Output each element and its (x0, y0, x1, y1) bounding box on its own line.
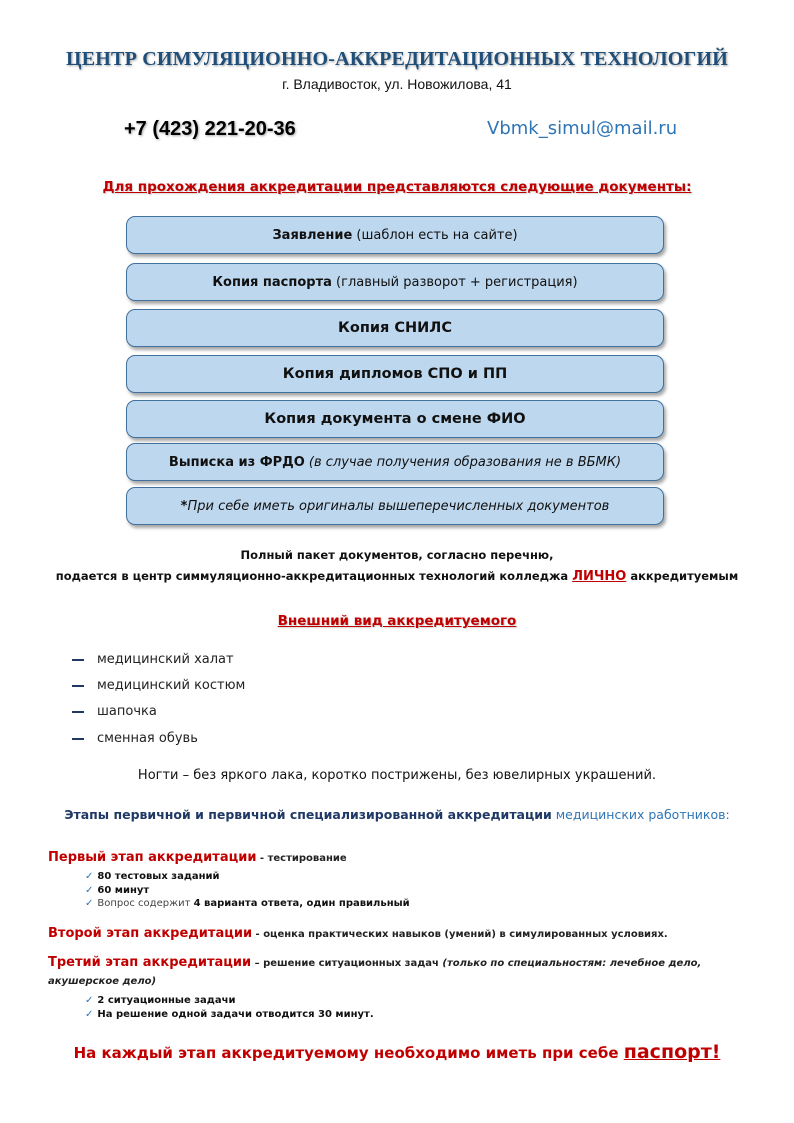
stage-third-item (85, 1009, 374, 1020)
stage-first (48, 850, 347, 865)
item-bold: 4 варианта ответа (193, 898, 300, 909)
address: г. Владивосток, ул. Новожилова, 41 (282, 76, 512, 92)
stage-desc: – решение ситуационных задач (251, 958, 443, 969)
dash-icon (72, 738, 84, 740)
doc-item-passport (126, 263, 664, 301)
phone-number: +7 (423) 221-20-36 (124, 118, 296, 140)
package-line-2 (0, 566, 794, 587)
documents-heading: Для прохождения аккредитации представляются следующие документы: (102, 179, 692, 195)
stage-third (48, 954, 748, 990)
appearance-item (72, 678, 245, 693)
doc-item-originals (126, 487, 664, 525)
item-bold: 80 тестовых заданий (97, 871, 220, 882)
doc-item-title: Выписка из ФРДО (168, 454, 305, 470)
stage-third-item (85, 995, 236, 1006)
personally-highlight: ЛИЧНО (572, 569, 627, 584)
dash-icon (72, 711, 84, 713)
nails-note: Ногти – без яркого лака, коротко пострижены, без ювелирных украшений. (137, 768, 657, 783)
appearance-item-label: сменная обувь (97, 731, 198, 746)
package-text: аккредитуемым (626, 569, 739, 583)
doc-item-title: Копия СНИЛС (338, 320, 452, 336)
appearance-item-label: медицинский костюм (97, 678, 246, 693)
stage-desc: - оценка практических навыков (умений) в симулированных условиях. (252, 929, 668, 940)
stage-first-item (85, 898, 410, 909)
item-after: , один правильный (299, 898, 410, 909)
stage-title: Первый этап аккредитации (48, 850, 257, 865)
checkmark-icon: ✓ (85, 898, 94, 909)
stage-second (48, 926, 668, 941)
stages-heading (0, 807, 794, 822)
package-note (0, 545, 794, 587)
item-bold: На решение одной задачи отводится 30 минут. (97, 1009, 374, 1020)
stage-first-item (85, 871, 220, 882)
doc-item-title: Заявление (272, 227, 353, 243)
package-text: подается в центр симмуляционно-аккредитационных технологий колледжа (55, 569, 573, 583)
doc-item-title: Копия дипломов СПО и ПП (282, 366, 508, 382)
appearance-item (72, 704, 157, 719)
doc-item-diplomas (126, 355, 664, 393)
doc-item-title: Копия документа о смене ФИО (264, 411, 526, 427)
reminder-text: На каждый этап аккредитуемому необходимо иметь при себе (73, 1044, 624, 1062)
stage-desc: - тестирование (256, 853, 347, 864)
doc-item-note: (в случае получения образования не в ВБМК) (304, 454, 622, 470)
stage-first-item (85, 885, 149, 896)
doc-item-snils (126, 309, 664, 347)
item-bold: 2 ситуационные задачи (97, 995, 236, 1006)
appearance-item-label: медицинский халат (97, 652, 234, 667)
stages-heading-bold: Этапы первичной и первичной специализированной аккредитации (64, 807, 552, 822)
doc-item-frdo (126, 443, 664, 481)
doc-item-note: При себе иметь оригиналы вышеперечисленных документов (187, 498, 610, 514)
stage-desc-italic: (только по специальностям: лечебное дело, акушерское дело) (48, 958, 702, 987)
appearance-heading: Внешний вид аккредитуемого (277, 613, 517, 629)
appearance-item (72, 652, 234, 667)
checkmark-icon: ✓ (85, 1009, 94, 1020)
passport-reminder (0, 1041, 794, 1063)
stage-title: Третий этап аккредитации (48, 955, 252, 970)
appearance-item-label: шапочка (97, 704, 157, 719)
center-title: ЦЕНТР СИМУЛЯЦИОННО-АККРЕДИТАЦИОННЫХ ТЕХНОЛОГИЙ (66, 48, 728, 70)
stage-title: Второй этап аккредитации (48, 926, 253, 941)
dash-icon (72, 659, 84, 661)
appearance-item (72, 731, 198, 746)
doc-item-note: (шаблон есть на сайте) (352, 227, 518, 243)
asterisk: * (180, 498, 188, 514)
doc-item-application (126, 216, 664, 254)
email-link[interactable]: Vbmk_simul@mail.ru (487, 118, 678, 139)
doc-item-note: (главный разворот + регистрация) (331, 274, 578, 290)
dash-icon (72, 685, 84, 687)
package-line-1: Полный пакет документов, согласно перечню, (240, 548, 554, 562)
checkmark-icon: ✓ (85, 995, 94, 1006)
doc-item-name-change (126, 400, 664, 438)
checkmark-icon: ✓ (85, 871, 94, 882)
stages-heading-rest: медицинских работников: (551, 807, 730, 822)
checkmark-icon: ✓ (85, 885, 94, 896)
passport-highlight: паспорт! (623, 1041, 721, 1063)
item-bold: 60 минут (97, 885, 150, 896)
doc-item-title: Копия паспорта (212, 274, 332, 290)
item-plain: Вопрос содержит (97, 898, 194, 909)
